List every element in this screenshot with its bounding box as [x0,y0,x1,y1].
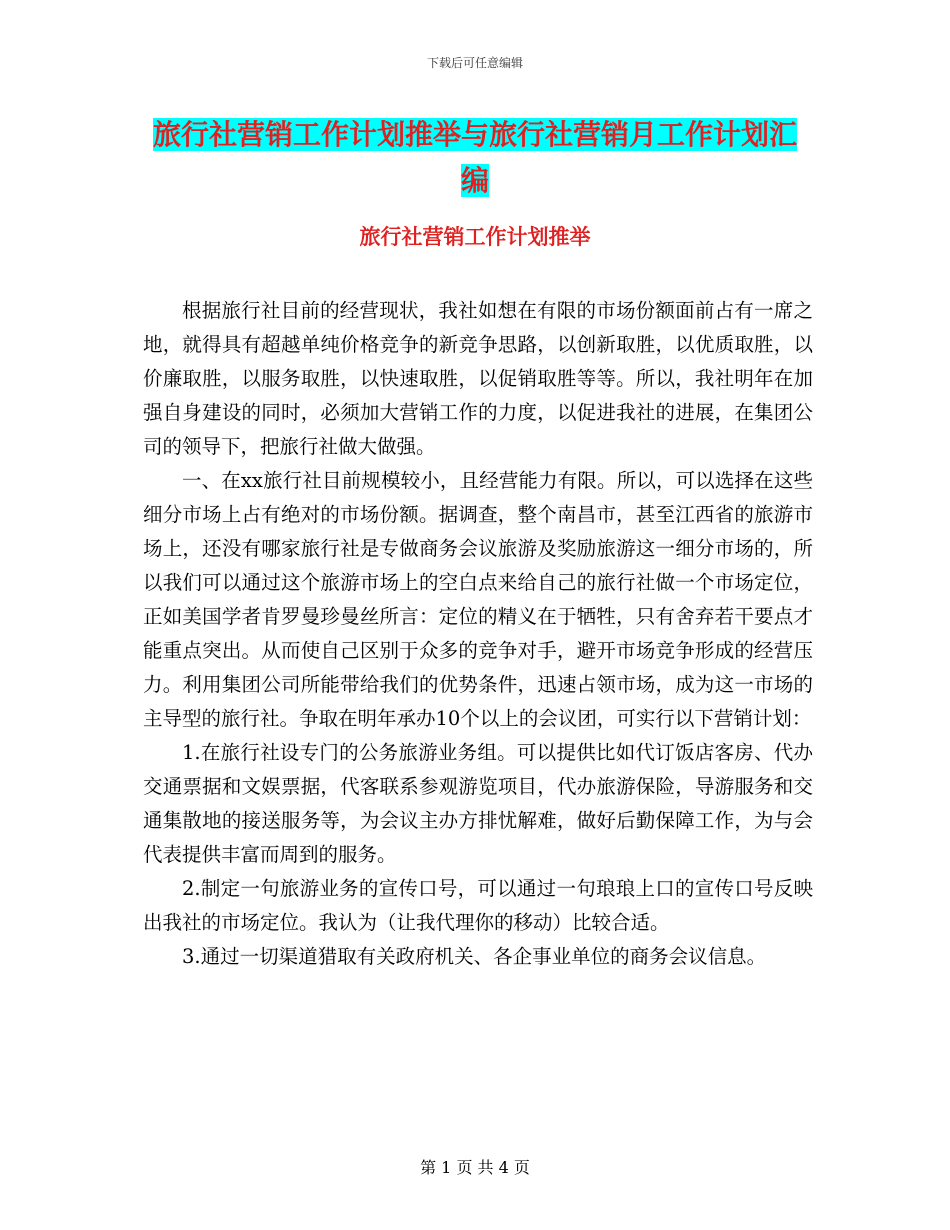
paragraph-item-1: 1.在旅行社设专门的公务旅游业务组。可以提供比如代订饭店客房、代办交通票据和文娱票据，代客联系参观游览项目，代办旅游保险，导游服务和交通集散地的接送服务等，为会议主办方排忧解难，做好后勤保障工作，为与会代表提供丰富而周到的服务。 [143,741,813,866]
document-title-line-2: 编 [460,164,489,197]
header-note: 下载后可任意编辑 [426,56,523,70]
document-title [0,112,950,204]
paragraph-section-1: 一、在xx旅行社目前规模较小，且经营能力有限。所以，可以选择在这些细分市场上占有绝对的市场份额。据调查，整个南昌市，甚至江西省的旅游市场上，还没有哪家旅行社是专做商务会议旅游及奖励旅游这一细分市场的，所以我们可以通过这个旅游市场上的空白点来给自己的旅行社做一个市场定位，正如美国学者肯罗曼珍曼丝所言：定位的精义在于牺牲，只有舍弃若干要点才能重点突出。从而使自己区别于众多的竞争对手，避开市场竞争形成的经营压力。利用集团公司所能带给我们的优势条件，迅速占领市场，成为这一市场的主导型的旅行社。争取在明年承办10个以上的会议团，可实行以下营销计划： [143,469,813,730]
page-number: 第 1 页 共 4 页 [420,1158,530,1177]
document-body [143,294,813,974]
paragraph-item-3: 3.通过一切渠道猎取有关政府机关、各企事业单位的商务会议信息。 [182,945,767,968]
paragraph-item-2: 2.制定一句旅游业务的宣传口号，可以通过一句琅琅上口的宣传口号反映出我社的市场定位。我认为（让我代理你的移动）比较合适。 [143,877,813,934]
section-title: 旅行社营销工作计划推举 [359,225,591,249]
paragraph-intro: 根据旅行社目前的经营现状，我社如想在有限的市场份额面前占有一席之地，就得具有超越单纯价格竞争的新竞争思路，以创新取胜，以优质取胜，以价廉取胜，以服务取胜，以快速取胜，以促销取胜等等。所以，我社明年在加强自身建设的同时，必须加大营销工作的力度，以促进我社的进展，在集团公司的领导下，把旅行社做大做强。 [143,299,813,458]
document-title-line-1: 旅行社营销工作计划推举与旅行社营销月工作计划汇 [152,118,797,151]
